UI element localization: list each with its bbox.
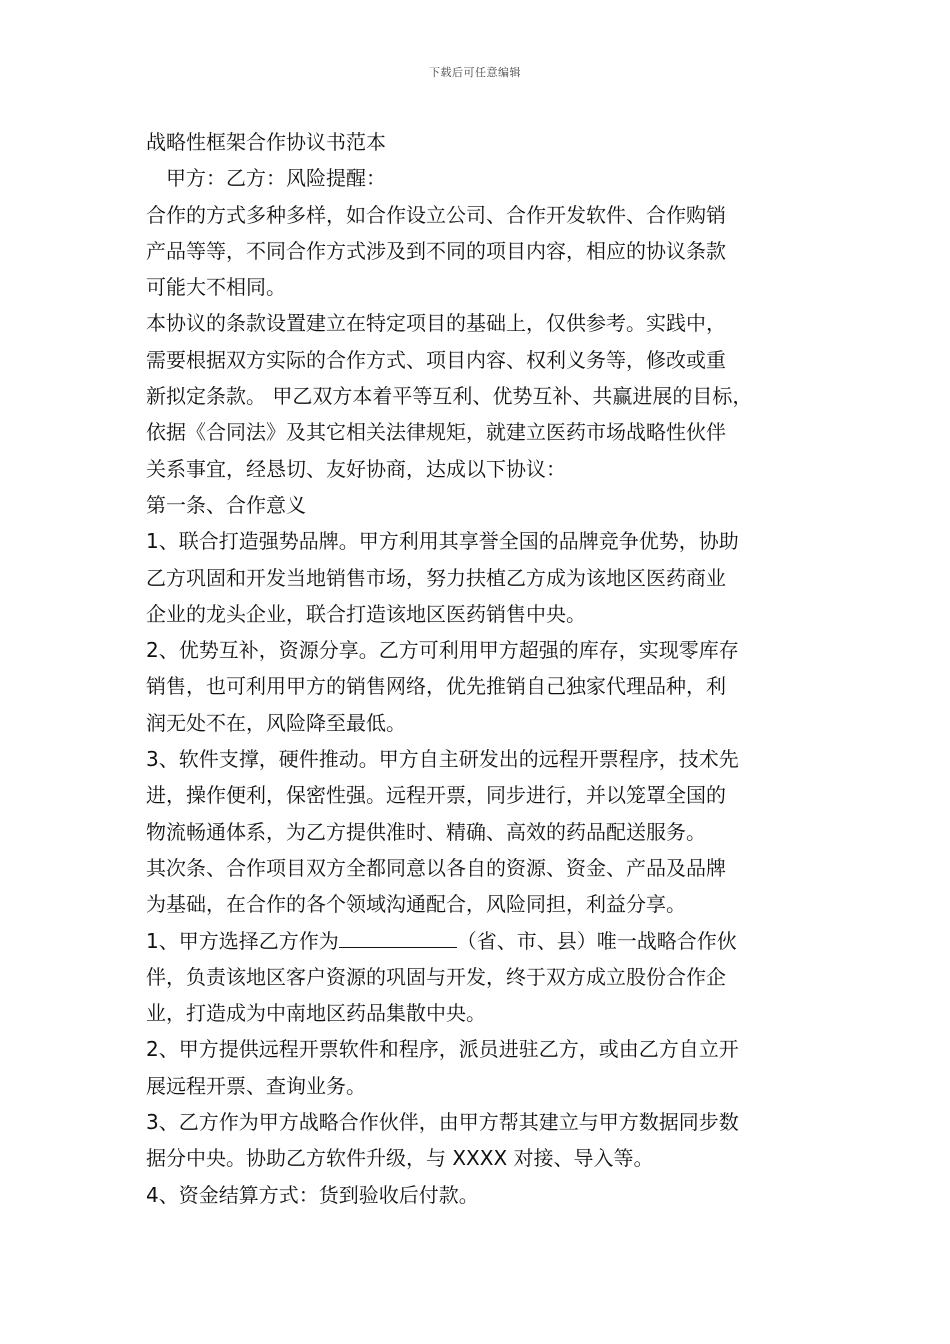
body-line: 4、资金结算方式：货到验收后付款。	[146, 1182, 479, 1207]
body-line: 2、优势互补，资源分享。乙方可利用甲方超强的库存，实现零库存	[146, 638, 739, 663]
body-line: 需要根据双方实际的合作方式、项目内容、权利义务等，修改或重	[146, 347, 726, 372]
body-line: 业，打造成为中南地区药品集散中央。	[146, 1001, 486, 1026]
body-line: 润无处不在，风险降至最低。	[146, 710, 406, 735]
fill-in-blank	[339, 925, 457, 948]
parties-line: 甲方：乙方：风险提醒：	[166, 166, 386, 191]
body-line: 产品等等，不同合作方式涉及到不同的项目内容，相应的协议条款	[146, 238, 726, 263]
body-line: 销售，也可利用甲方的销售网络，优先推销自己独家代理品种，利	[146, 674, 726, 699]
body-line: 物流畅通体系，为乙方提供准时、精确、高效的药品配送服务。	[146, 819, 706, 844]
body-line: 新拟定条款。 甲乙双方本着平等互利、优势互补、共赢进展的目标，	[146, 384, 753, 409]
body-line: 合作的方式多种多样，如合作设立公司、合作开发软件、合作购销	[146, 202, 726, 227]
body-line: 3、软件支撑，硬件推动。甲方自主研发出的远程开票程序，技术先	[146, 747, 739, 772]
body-line: 据分中央。协助乙方软件升级，与 XXXX 对接、导入等。	[146, 1146, 654, 1171]
blank-fill-line	[146, 923, 826, 959]
body-line: 1、联合打造强势品牌。甲方利用其享誉全国的品牌竞争优势，协助	[146, 529, 739, 554]
body-line: 为基础，在合作的各个领域沟通配合，风险同担，利益分享。	[146, 892, 686, 917]
body-line: 关系事宜，经恳切、友好协商，达成以下协议：	[146, 456, 566, 481]
blank-line-suffix: （省、市、县）唯一战略合作伙	[456, 928, 737, 953]
body-line: 伴，负责该地区客户资源的巩固与开发，终于双方成立股份合作企	[146, 964, 726, 989]
body-line: 2、甲方提供远程开票软件和程序，派员进驻乙方，或由乙方自立开	[146, 1037, 739, 1062]
page-header-note: 下载后可任意编辑	[429, 66, 521, 79]
section-heading: 其次条、合作项目双方全都同意以各自的资源、资金、产品及品牌	[146, 855, 726, 880]
document-body	[146, 124, 826, 1213]
document-title: 战略性框架合作协议书范本	[146, 130, 386, 154]
body-line: 企业的龙头企业，联合打造该地区医药销售中央。	[146, 601, 586, 626]
body-line: 本协议的条款设置建立在特定项目的基础上，仅供参考。实践中，	[146, 311, 726, 336]
blank-line-prefix: 1、甲方选择乙方作为	[146, 928, 339, 953]
body-line: 进，操作便利，保密性强。远程开票，同步进行，并以笼罩全国的	[146, 783, 726, 808]
body-line: 乙方巩固和开发当地销售市场，努力扶植乙方成为该地区医药商业	[146, 565, 726, 590]
body-line: 可能大不相同。	[146, 275, 286, 300]
body-line: 3、乙方作为甲方战略合作伙伴，由甲方帮其建立与甲方数据同步数	[146, 1110, 739, 1135]
body-line: 展远程开票、查询业务。	[146, 1073, 366, 1098]
section-heading: 第一条、合作意义	[146, 492, 306, 517]
body-line: 依据《合同法》及其它相关法律规矩，就建立医药市场战略性伙伴	[146, 420, 726, 445]
